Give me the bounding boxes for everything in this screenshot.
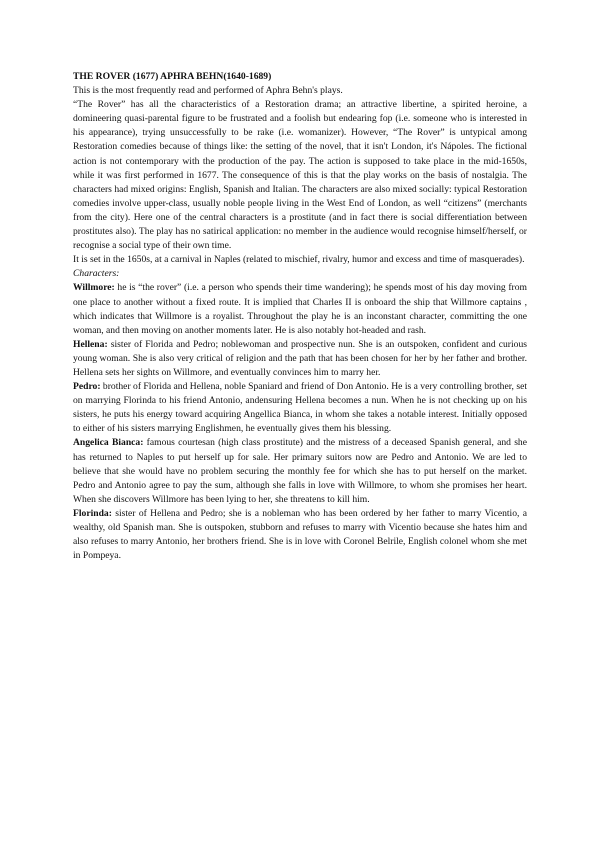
character-entry-pedro (73, 380, 527, 436)
character-description: sister of Hellena and Pedro; she is a nobleman who has been ordered by her father to marry Vicentio, a wealthy, old Spanish man. She is outspoken, stubborn and refuses to marry with Vicentio because she hates him and also refuses to marry Antonio, her brothers friend. She is in love with Coronel Belrile, English colonel whom she met in Pompeya. (73, 507, 527, 562)
character-name: Hellena: (73, 338, 108, 350)
characters-heading: Characters: (73, 268, 120, 280)
character-name: Willmore: (73, 282, 115, 294)
paragraph-setting: It is set in the 1650s, at a carnival in Naples (related to mischief, rivalry, humor and excess and time of masquerades). (73, 254, 525, 266)
paragraph-characteristics: “The Rover” has all the characteristics of a Restoration drama; an attractive libertine, a spirited heroine, a domineering quasi-parental figure to be frustrated and a foolish but endearing fop (i.e. someone who is interested in his appearance), trying unsuccessfully to be rake (i.e. womanizer). However, “The Rover” is untypical among Restoration comedies because of things like: the setting of the novel, that it isn't London, it's Nápoles. The fictional action is not contemporary with the production of the pay. The action is supposed to take place in the mid-1650s, while it was first performed in 1677. The consequence of this is that the play works on the basis of nostalgia. The characters had mixed origins: English, Spanish and Italian. The characters are also mixed socially: typical Restoration comedies involve upper-class, usually noble people living in the West End of London, as well “citizens” (merchants from the city). Here one of the central characters is a prostitute (and in fact there is social differentiation between prostitutes also). The play has no satirical application: no member in the audience would recognise himself/herself, or recognise a social type of their own time. (73, 99, 527, 252)
character-description: sister of Florida and Pedro; noblewoman and prospective nun. She is an outspoken, confident and curious young woman. She is also very critical of religion and the path that has been chosen for her by her father and brother. Hellena sets her sights on Willmore, and eventually convinces him to marry her. (73, 338, 527, 378)
character-entry-florinda (73, 507, 527, 563)
document-page (73, 70, 527, 563)
character-description: brother of Florida and Hellena, noble Spaniard and friend of Don Antonio. He is a very controlling brother, set on marrying Florinda to his friend Antonio, andensuring Hellena becomes a nun. When he is not checking up on his sisters, he puts his energy toward acquiring Angellica Bianca, in whom she takes a notable interest. Initially opposed to either of his sisters marrying Englishmen, he eventually gives them his blessing. (73, 381, 527, 435)
character-description: famous courtesan (high class prostitute) and the mistress of a deceased Spanish general, and she has returned to Naples to put herself up for sale. Her primary suitors now are Pedro and Antonio. We are led to believe that she would have no problem securing the monthly fee for which she has to put herself on the market. Pedro and Antonio agree to pay the sum, although she falls in love with Willmore, to whom she promises her heart. When she discovers Willmore has been lying to her, she threatens to kill him. (73, 437, 527, 505)
character-name: Angelica Bianca: (73, 437, 144, 449)
paragraph-intro: This is the most frequently read and performed of Aphra Behn's plays. (73, 85, 343, 97)
character-entry-angelica-bianca (73, 436, 527, 506)
character-name: Florinda: (73, 507, 112, 519)
character-entry-willmore (73, 281, 527, 337)
character-description: he is “the rover” (i.e. a person who spends their time wandering); he spends most of his day moving from one place to another without a fixed route. It is implied that Charles II is onboard the ship that Willmore captains , which indicates that Willmore is a royalist. Throughout the play he is an inconstant character, committing the one woman, and then moving on another moments later. He is also notably hot-headed and rash. (73, 282, 527, 336)
character-entry-hellena (73, 338, 527, 380)
character-name: Pedro: (73, 381, 101, 393)
document-title: THE ROVER (1677) APHRA BEHN(1640-1689) (73, 71, 272, 82)
